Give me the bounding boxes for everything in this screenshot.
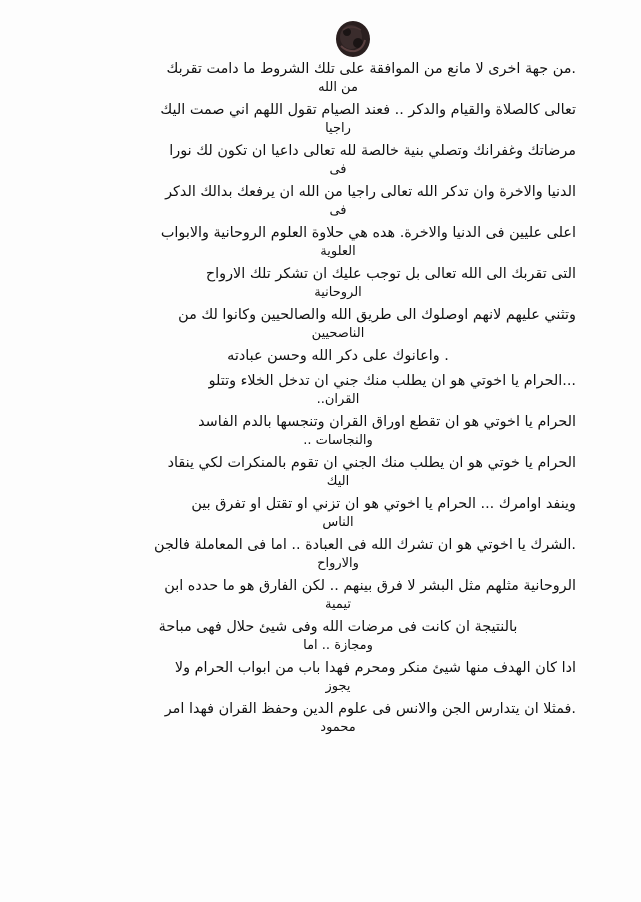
document-body <box>100 58 576 739</box>
text-line: الحرام يا اخوتي هو ان تقطع اوراق القران وتنجسها بالدم الفاسد <box>198 414 576 430</box>
text-line: بالنتيجة ان كانت فى مرضات الله وفى شيئ حلال فهى مباحة <box>158 619 518 635</box>
text-line: . واعانوك على دكر الله وحسن عبادته <box>227 348 449 364</box>
paragraph-line <box>100 58 576 97</box>
text-line: مرضاتك وغفرانك وتصلي بنية خالصة لله تعالى داعيا ان تكون لك نورا <box>169 143 576 159</box>
text-line-wrap: والارواح <box>317 556 359 571</box>
text-line: .الشرك يا اخوتي هو ان تشرك الله فى العبادة .. اما فى المعاملة فالجن <box>154 537 576 553</box>
text-line: الروحانية مثلهم مثل البشر لا فرق بينهم .. لكن الفارق هو ما حدده ابن <box>164 578 576 594</box>
paragraph-line <box>100 345 576 368</box>
paragraph-line <box>100 657 576 696</box>
text-line: الحرام يا خوتي هو ان يطلب منك الجني ان تقوم بالمنكرات لكي ينقاد <box>167 455 576 471</box>
text-line-wrap: محمود <box>320 720 356 735</box>
paragraph-line <box>100 575 576 614</box>
text-line-wrap: فى <box>329 203 347 218</box>
text-line: التى تقربك الى الله تعالى بل توجب عليك ان تشكر تلك الارواح <box>205 266 576 282</box>
paragraph-line <box>100 222 576 261</box>
text-line-wrap: الروحانية <box>314 285 362 300</box>
paragraph-line <box>100 99 576 138</box>
paragraph-line <box>100 181 576 220</box>
text-line-wrap: اليك <box>326 474 350 489</box>
text-line-wrap: والنجاسات .. <box>303 433 373 448</box>
paragraph-line <box>100 304 576 343</box>
paragraph-line <box>100 370 576 409</box>
text-line: الدنيا والاخرة وان تدكر الله تعالى راجيا من الله ان يرفعك بدالك الدكر <box>165 184 576 200</box>
paragraph-line <box>100 263 576 302</box>
text-line-wrap: فى <box>329 162 347 177</box>
text-line: وينفد اوامرك ... الحرام يا اخوتي هو ان تزني او تقتل او تفرق بين <box>191 496 576 512</box>
paragraph-line <box>100 493 576 532</box>
text-line-wrap: من الله <box>318 80 358 95</box>
ink-stamp-icon <box>333 18 373 60</box>
paragraph-line <box>100 616 576 655</box>
paragraph-line <box>100 452 576 491</box>
paragraph-line <box>100 534 576 573</box>
text-line: تعالى كالصلاة والقيام والدكر .. فعند الصيام تقول اللهم اني صمت اليك <box>160 102 576 118</box>
text-line: .فمثلا ان يتدارس الجن والانس فى علوم الدين وحفظ القران فهدا امر <box>164 701 576 717</box>
paragraph-line <box>100 698 576 737</box>
text-line: ...الحرام يا اخوتي هو ان يطلب منك جني ان تدخل الخلاء وتتلو <box>208 373 576 389</box>
paragraph-line <box>100 140 576 179</box>
text-line-wrap: القران.. <box>316 392 360 407</box>
text-line-wrap: تيمية <box>325 597 351 612</box>
text-line: وتثني عليهم لانهم اوصلوك الى طريق الله والصالحيين وكانوا لك من <box>178 307 576 323</box>
text-line-wrap: يجوز <box>325 679 351 694</box>
text-line: ادا كان الهدف منها شيئ منكر ومحرم فهدا باب من ابواب الحرام ولا <box>174 660 576 676</box>
text-line-wrap: الناصحيين <box>311 326 365 341</box>
paragraph-line <box>100 411 576 450</box>
text-line: .من جهة اخرى لا مانع من الموافقة على تلك الشروط ما دامت تقربك <box>166 61 576 77</box>
text-line-wrap: الناس <box>322 515 354 530</box>
text-line-wrap: راجيا <box>325 121 351 136</box>
text-line-wrap: العلوية <box>320 244 356 259</box>
text-line-wrap: ومجازة .. اما <box>303 638 373 653</box>
text-line: اعلى عليين فى الدنيا والاخرة. هده هي حلاوة العلوم الروحانية والابواب <box>160 225 576 241</box>
